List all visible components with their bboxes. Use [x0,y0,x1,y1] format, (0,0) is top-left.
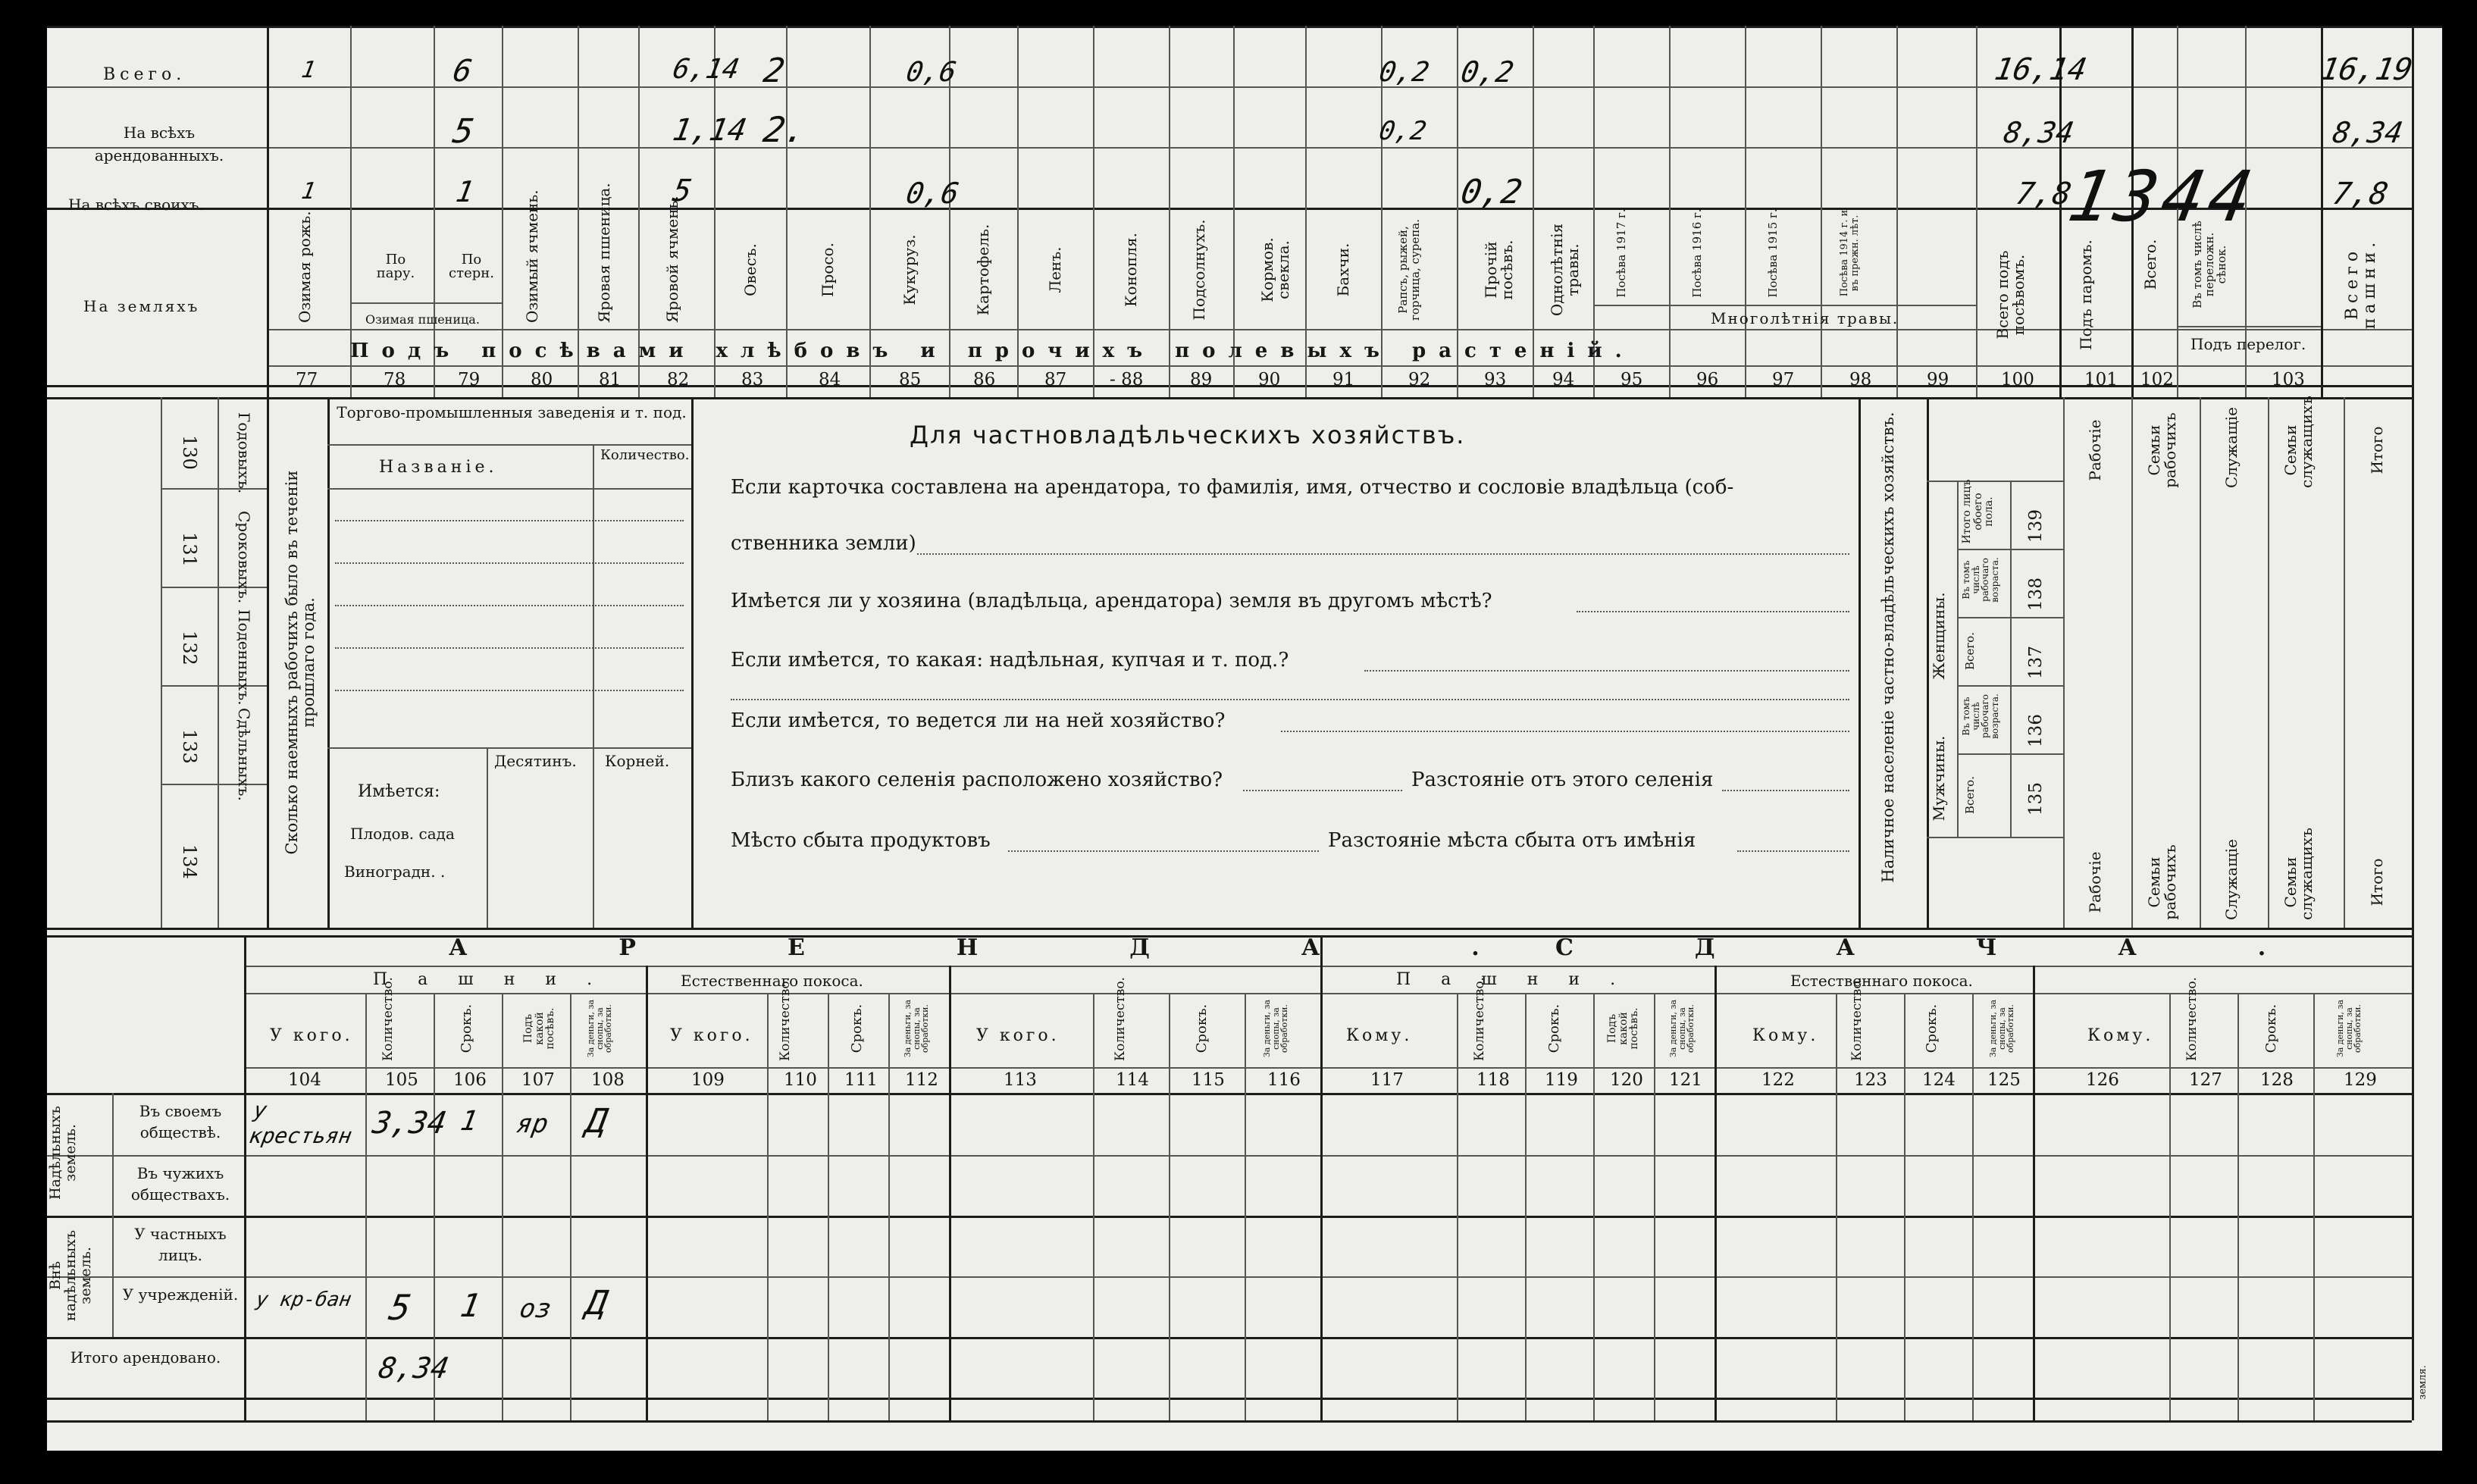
col-number: 106 [453,1070,487,1090]
private-title: Для частновладѣльческихъ хозяйствъ. [910,421,1466,449]
num-135: 135 [2026,782,2046,816]
col-pod-posev: Подъ какой посѣвъ. [522,1007,557,1050]
col-number: 127 [2189,1070,2222,1090]
hw-vsego-77: 1 [299,57,318,83]
num-133: 133 [179,729,200,764]
col-number: 129 [2344,1070,2377,1090]
col-number: 128 [2260,1070,2294,1090]
label-nadelnykh-zemel: Надѣльныхъ земель. [47,1105,79,1201]
pop-col-sluzhashchie: Служащіе [2222,407,2241,488]
header-kormov-svekla: Кормов. свекла. [1258,237,1292,302]
header-podsolnukh: Подсолнухъ. [1190,219,1208,321]
col-number: 83 [741,370,764,390]
header-odnoletnie-travy: Однолѣтнія травы. [1548,223,1582,317]
num-131: 131 [179,532,200,567]
hw-lease-r2-pay: Д [583,1284,611,1323]
pop-col-semi-rabochikh: Семьи рабочихъ [2145,412,2179,488]
hw-svoi-77: 1 [299,178,318,205]
hw-lease-r2-qty: 5 [386,1287,415,1328]
label-srokovykh: Сроковыхъ. [235,511,253,604]
label-vinogradn: Виноградн. . [344,863,446,881]
private-q6b: Разстояніе мѣста сбыта отъ имѣнія [1328,829,1696,852]
label-vozrast-zh: Въ томъ числѣ рабочаго возраста. [1961,557,2000,603]
col-number: 113 [1004,1070,1037,1090]
col-za-dengi-pokos: За деньги, за снопы, за обработки. [903,999,931,1058]
hw-vsego-99: 16,14 [1991,52,2090,87]
row-label-vsego: Всего. [103,65,186,84]
trade-title: Торгово-промышленныя заведенія и т. под. [337,403,687,421]
header-vsego-pashni: Всего пашни. [2343,237,2380,330]
label-zhenshchiny: Женщины. [1930,592,1948,680]
col-number: 100 [2001,370,2034,390]
label-godovykh: Годовыхъ. [235,412,253,494]
header-yarovoy-yachmen: Яровой ячмень. [663,196,681,323]
hw-lease-r2-term: 1 [457,1287,484,1324]
col-number: 110 [784,1070,817,1090]
label-podennykh: Поденныхъ. [235,609,253,706]
col-number: 77 [296,370,318,390]
col-number: 98 [1849,370,1872,390]
hw-arend-82: 1,14 [669,113,750,148]
header-pod-perelog: Подъ перелог. [2190,335,2306,353]
arenda-estestv: Естественнаго покоса. [681,972,863,990]
pop-col-sluzhashchie-bottom: Служащіе [2222,839,2241,920]
num-132: 132 [179,631,200,665]
col-number: 95 [1621,370,1643,390]
col-number: 125 [1987,1070,2021,1090]
num-134: 134 [179,844,200,879]
pop-col-itogo-bottom: Итого [2368,858,2386,906]
label-v-chuzhikh: Въ чужихъ обществахъ. [130,1164,230,1204]
hw-svoi-92: 0,2 [1458,173,1526,211]
col-kolich-3: Количество. [1113,977,1128,1061]
col-number: 97 [1772,370,1795,390]
population-title: Наличное населеніе частно-владѣльческихъ хозяйствъ. [1879,412,1897,883]
private-q1a: Если карточка составлена на арендатора, то фамилія, имя, отчество и сословіе владѣльца (соб- [731,476,1734,499]
col-number: 105 [385,1070,418,1090]
col-number: 96 [1696,370,1719,390]
col-number: 80 [531,370,553,390]
col-number: 85 [899,370,922,390]
header-len: Ленъ. [1046,246,1064,293]
private-q5b: Разстояніе отъ этого селенія [1411,769,1714,791]
hw-stamp-number: 1344 [2062,156,2263,237]
row-label-na-zemlyakh: На земляхъ [83,297,200,315]
num-137: 137 [2026,646,2046,679]
label-vsego-zh: Всего. [1963,632,1977,670]
hw-vsego-103: 16,19 [2317,52,2416,87]
num-136: 136 [2026,714,2046,747]
header-oves: Овесъ. [741,243,759,296]
sdacha-estestv: Естественнаго покоса. [1790,972,1973,990]
trade-kolichestvo: Количество. [600,447,690,463]
col-number: - 88 [1110,370,1144,390]
col-number: 87 [1044,370,1067,390]
col-number: 104 [288,1070,321,1090]
col-number: 108 [591,1070,625,1090]
col-za-dengi-s3: За деньги, за снопы, за обработки. [2335,999,2363,1058]
col-number: 86 [973,370,996,390]
col-number: 107 [521,1070,555,1090]
hw-vsego-83: 2 [760,52,788,90]
col-kolich-pokos: Количество. [778,977,793,1061]
col-komu-pokos: Кому. [1752,1026,1819,1045]
col-number: 120 [1610,1070,1643,1090]
col-srok-s: Срокъ. [1546,1003,1562,1054]
col-number: 124 [1922,1070,1956,1090]
hw-vsego-79: 6 [449,54,475,89]
num-138: 138 [2026,578,2046,611]
hw-vsego-82: 6,14 [670,54,742,85]
heading-sdacha: СДАЧА. [1555,935,2388,961]
trade-nazvanie: Названіе. [379,458,498,477]
census-card [47,26,2442,1451]
col-za-dengi: За деньги, за снопы, за обработки. [586,999,614,1058]
side-label-zemlya: земля. [2417,1365,2428,1400]
header-mnogoletnie-travy: Многолѣтнія травы. [1711,309,1899,327]
header-poseva-1916: Посѣва 1916 г. [1690,208,1704,298]
private-q4: Если имѣется, то ведется ли на ней хозяйство? [731,709,1226,732]
label-plodov-sada: Плодов. сада [350,825,455,843]
pop-col-rabochie: Рабочіе [2086,419,2104,481]
header-proso: Просо. [819,243,837,297]
header-bakhchi: Бахчи. [1334,243,1352,297]
col-srok-s-pokos: Срокъ. [1924,1003,1940,1054]
col-u-kogo: У кого. [270,1026,353,1045]
col-za-dengi-s: За деньги, за снопы, за обработки. [1668,999,1696,1058]
hw-lease-r2-who: у кр-бан [254,1288,353,1311]
private-q6a: Мѣсто сбыта продуктовъ [731,829,991,852]
label-u-chastnykh: У частныхъ лицъ. [134,1225,227,1264]
row-label-svoikh: На всѣхъ своихъ. [68,196,204,214]
hw-vsego-91: 0,2 [1376,57,1432,88]
col-number: 89 [1190,370,1213,390]
hw-vsego-85: 0,6 [903,57,959,88]
header-konoplya: Конопля. [1122,233,1140,307]
col-number: 116 [1267,1070,1301,1090]
col-pod-posev-s: Подъ какой посѣвъ. [1606,1007,1641,1050]
header-ozimyy-yachmen: Озимый ячмень. [523,189,541,323]
col-number: 82 [667,370,690,390]
label-desyatin: Десятинъ. [494,752,577,770]
hw-vsego-92: 0,2 [1458,55,1517,89]
private-q5a: Близъ какого селенія расположено хозяйство? [731,769,1223,791]
hw-lease-r1-term: 1 [458,1106,481,1137]
header-ozimaya-rozh: Озимая рожь. [296,211,314,323]
col-srok-pokos: Срокъ. [849,1003,865,1054]
header-po-paru: По пару. [376,252,415,281]
label-muzhchiny: Мужчины. [1930,735,1948,822]
col-number: 103 [2272,370,2305,390]
col-number: 90 [1258,370,1281,390]
col-number: 78 [384,370,406,390]
label-vne-nadelnykh: Внѣ надѣльныхъ земель. [47,1229,94,1322]
col-za-dengi-3: За деньги, за снопы, за обработки. [1262,999,1290,1058]
hw-svoi-103: 7,8 [2329,177,2391,211]
col-number: 91 [1332,370,1355,390]
header-vsego-perelog: Всего. [2141,239,2159,290]
label-korney: Корней. [605,752,670,770]
col-number: 84 [819,370,841,390]
header-kartofel: Картофель. [974,224,992,316]
sdacha-pashni: Пашни. [1396,970,1646,989]
header-ozimaya-pshenitsa: Озимая пшеница. [365,312,480,327]
col-kolich: Количество. [380,977,396,1061]
hw-svoi-85: 0,6 [903,177,962,210]
pop-col-itogo: Итого [2368,426,2386,474]
header-pereloge-senok: Въ томъ числѣ переложн. сѣнок. [2190,221,2228,308]
col-number: 101 [2084,370,2118,390]
label-vsego-m: Всего. [1963,776,1977,814]
hw-svoi-82: 5 [669,174,695,208]
col-number: 122 [1761,1070,1795,1090]
col-number: 94 [1552,370,1575,390]
header-prochiy-posev: Прочій посѣвъ. [1482,240,1516,300]
heading-arenda: АРЕНДА. [449,935,1631,961]
row-label-arendovannykh: На всѣхъ арендованныхъ. [94,124,224,164]
col-number: 119 [1545,1070,1578,1090]
label-vozrast-m: Въ томъ числѣ рабочаго возраста. [1961,693,2000,739]
label-itogo-arendovano: Итого арендовано. [70,1348,221,1367]
col-u-kogo-3: У кого. [976,1026,1060,1045]
col-kolich-s: Количество. [1472,977,1487,1061]
hw-lease-r1-crop: яр [514,1109,551,1139]
header-po-stern: По стерн. [449,252,494,281]
col-number: 115 [1192,1070,1225,1090]
hw-arend-99: 8,34 [2001,116,2077,149]
header-poseva-1914: Посѣва 1914 г. и въ прежн. лѣт. [1839,209,1861,297]
arenda-pashni: Пашни. [373,970,623,989]
label-naemnykh-rabochikh: Сколько наемныхъ рабочихъ было въ теченіи прошлаго года. [283,470,318,855]
hw-lease-r1-qty: 3,34 [369,1106,449,1141]
col-kolich-s-pokos: Количество. [1849,977,1865,1061]
hw-arend-83: 2. [760,109,810,150]
label-u-uchrezhdeniy: У учрежденій. [122,1285,239,1304]
col-komu-3: Кому. [2087,1026,2154,1045]
header-poseva-1917: Посѣва 1917 г. [1614,208,1628,298]
col-kolich-s3: Количество. [2184,977,2200,1061]
band-pod-posevami: Подъ посѣвами хлѣбовъ и прочихъ полевыхъ растеній. [350,340,1635,362]
pop-col-semi-sluzhashchikh: Семьи служащихъ [2281,396,2316,488]
label-imeetsya: Имѣется: [358,782,440,801]
hw-lease-r1-pay: Д [583,1102,611,1141]
header-pod-parom: Подъ паромъ. [2077,240,2095,350]
col-komu: Кому. [1346,1026,1413,1045]
label-v-svoem: Въ своемъ обществѣ. [139,1102,222,1141]
col-u-kogo-pokos: У кого. [670,1026,753,1045]
col-number: 118 [1476,1070,1510,1090]
hw-arend-79: 5 [449,112,478,151]
hw-lease-total: 8,34 [376,1351,452,1385]
col-number: 109 [691,1070,725,1090]
hw-svoi-79: 1 [453,175,477,208]
col-number: 99 [1927,370,1949,390]
pop-col-semi-rabochikh-bottom: Семьи рабочихъ [2145,844,2179,920]
hw-lease-r1-who: у крестьян [247,1097,354,1148]
hw-arend-103: 8,34 [2330,116,2406,149]
col-number: 102 [2140,370,2174,390]
col-number: 121 [1669,1070,1702,1090]
col-srok-3: Срокъ. [1194,1003,1210,1054]
col-number: 81 [599,370,622,390]
col-srok-s3: Срокъ. [2263,1003,2279,1054]
label-itogo-oboego: Итого лицъ обоего пола. [1961,479,1996,544]
header-raps: Рапсъ, рыжей, горчица, сурепа. [1396,219,1422,321]
col-srok: Срокъ. [459,1003,474,1054]
col-number: 114 [1116,1070,1149,1090]
header-vsego-pod-posevom: Всего подъ посѣвомъ. [1993,250,2028,340]
num-139: 139 [2026,509,2046,543]
private-q1b: ственника земли) [731,532,916,555]
private-q3: Если имѣется, то какая: надѣльная, купчая и т. под.? [731,649,1289,672]
col-za-dengi-s-pokos: За деньги, за снопы, за обработки. [1988,999,2016,1058]
pop-col-semi-sluzhashchikh-bottom: Семьи служащихъ [2281,828,2316,920]
private-q2: Имѣется ли у хозяина (владѣльца, арендатора) земля въ другомъ мѣстѣ? [731,590,1492,612]
col-number: 111 [844,1070,878,1090]
col-number: 123 [1854,1070,1887,1090]
hw-svoi-99: 7,8 [2012,177,2075,211]
col-number: 79 [458,370,481,390]
header-kukuruza: Кукуруз. [900,234,919,305]
num-130: 130 [179,435,200,470]
pop-col-rabochie-bottom: Рабочіе [2086,851,2104,913]
col-number: 93 [1484,370,1507,390]
label-sdelnykh: Сдѣльныхъ. [235,708,253,801]
header-poseva-1915: Посѣва 1915 г. [1766,208,1780,298]
hw-arend-91: 0,2 [1376,116,1429,146]
header-yarovaya-pshenitsa: Яровая пшеница. [595,183,613,323]
col-number: 126 [2086,1070,2119,1090]
hw-lease-r2-crop: оз [517,1294,554,1324]
col-number: 92 [1408,370,1431,390]
col-number: 117 [1370,1070,1404,1090]
col-number: 112 [905,1070,938,1090]
